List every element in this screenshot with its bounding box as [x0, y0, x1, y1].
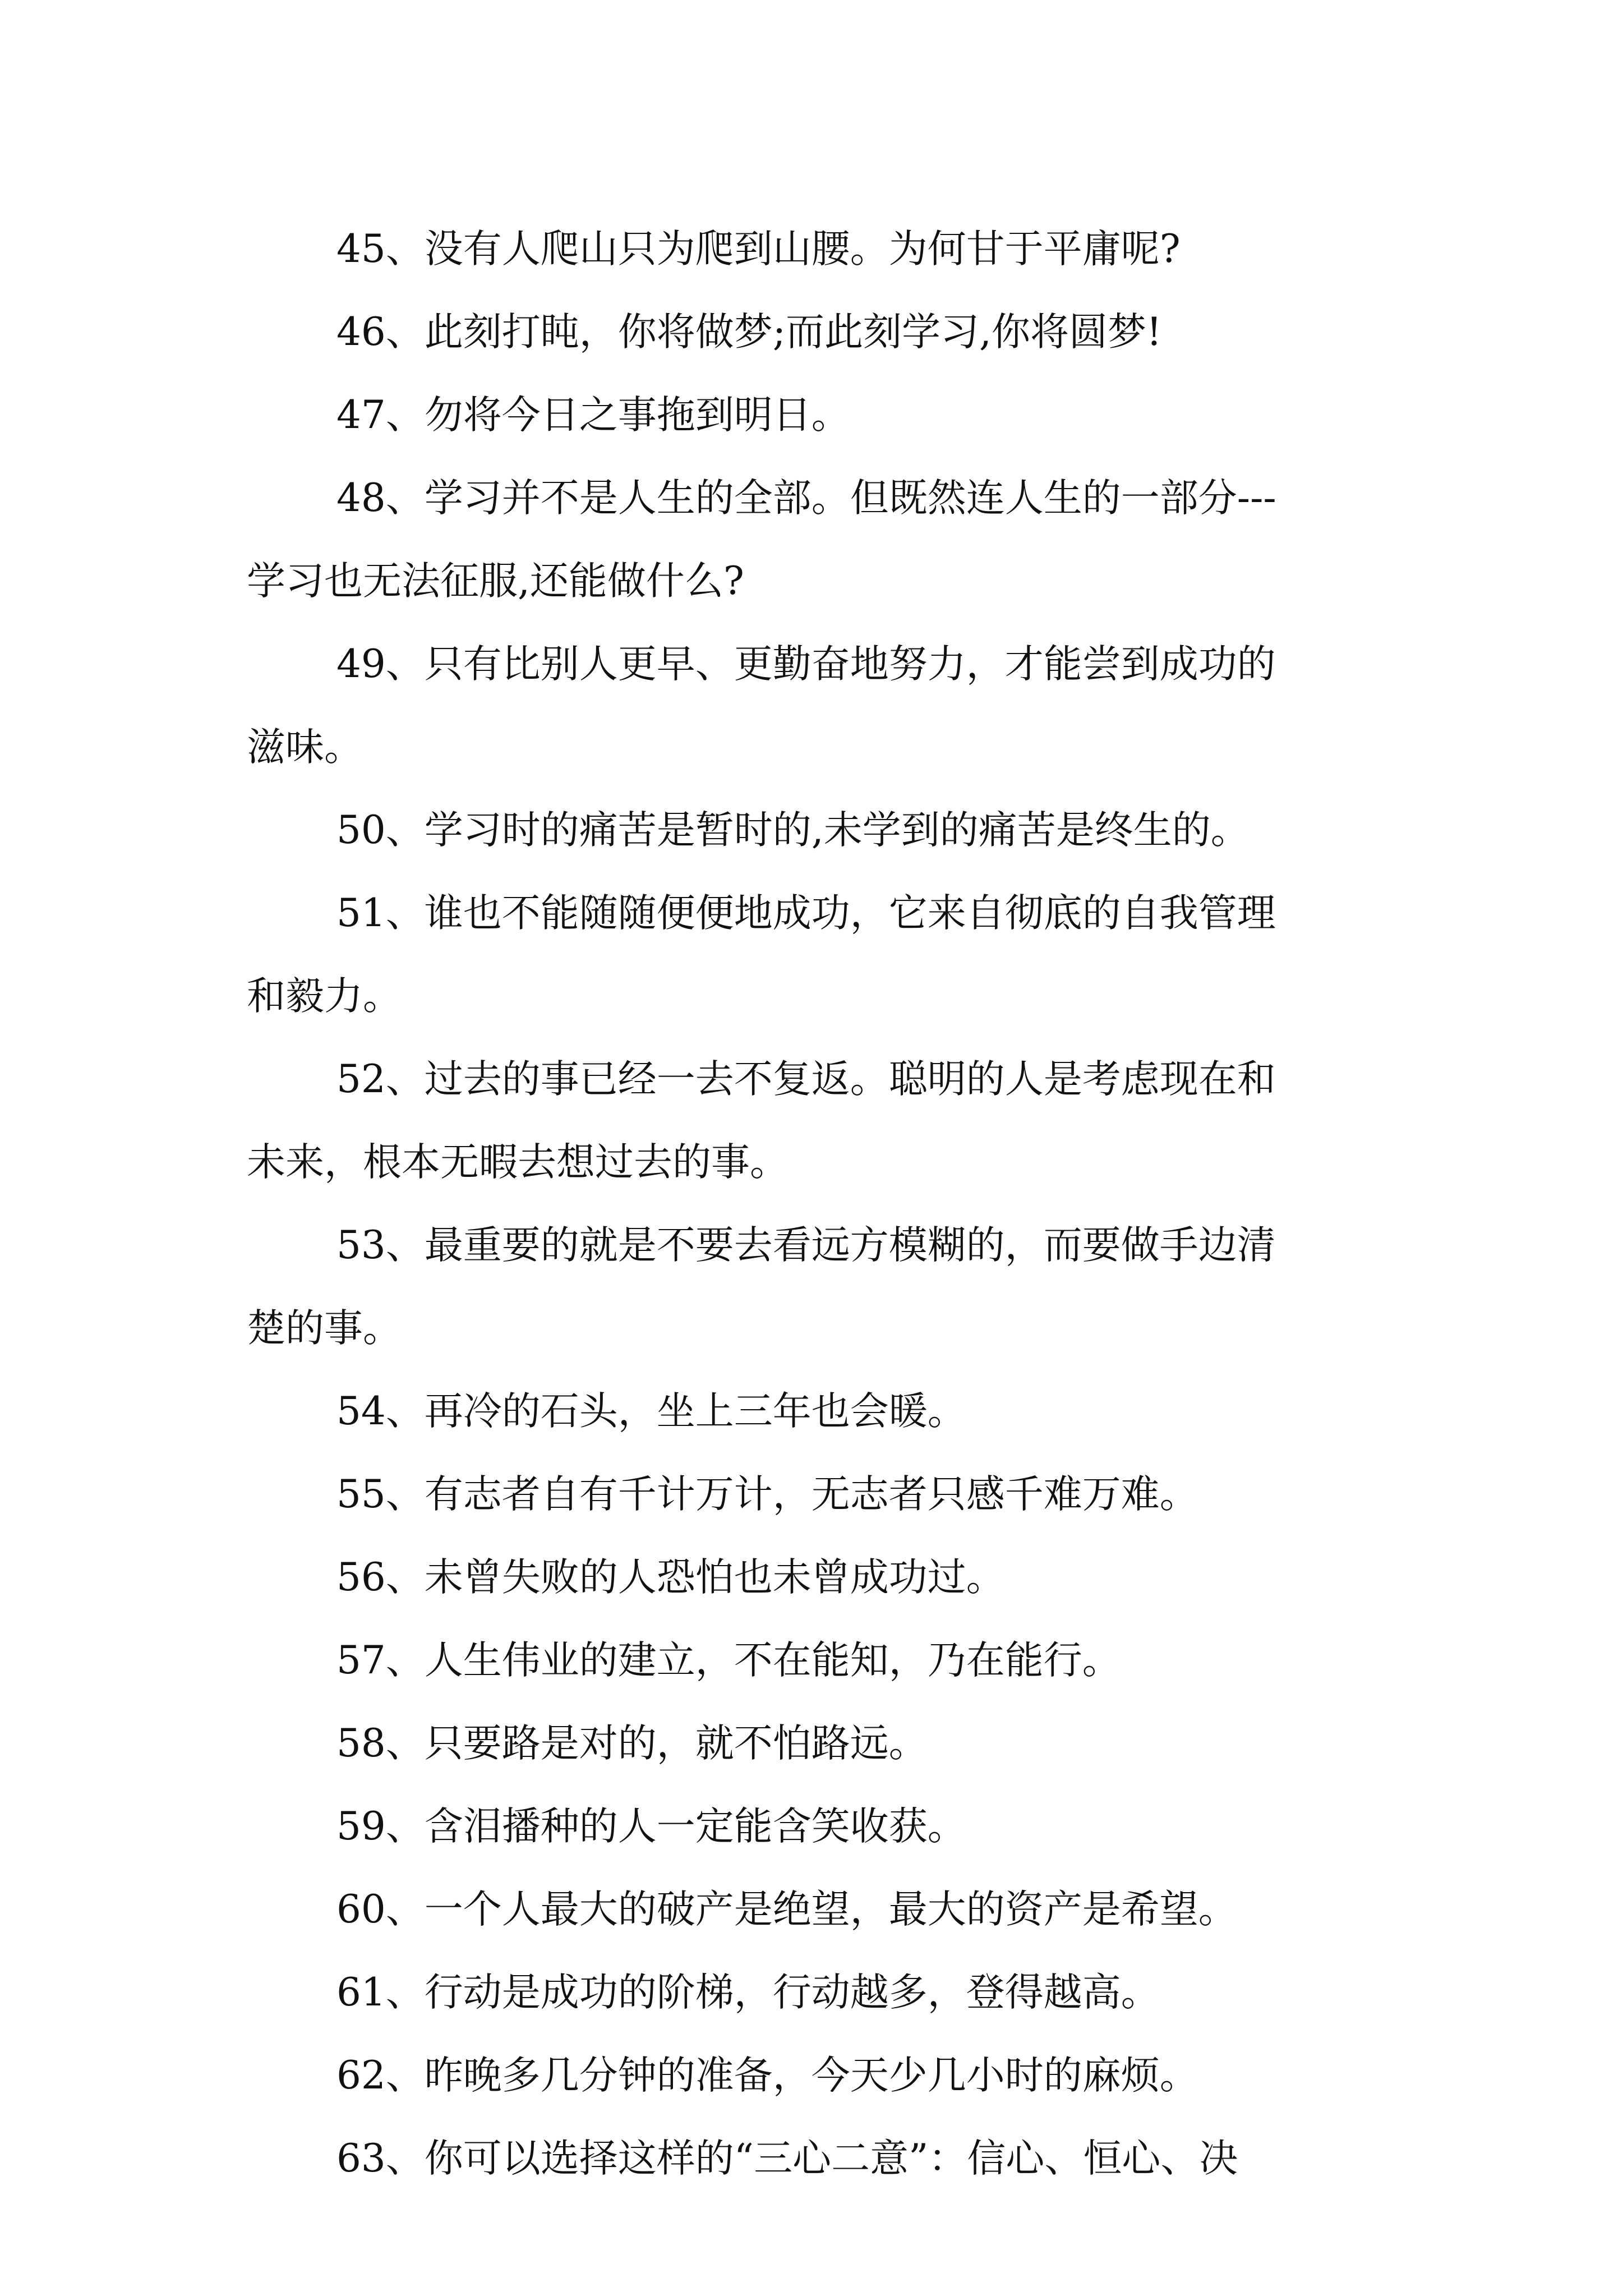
quote-line-first: 53、最重要的就是不要去看远方模糊的，而要做手边清 [336, 1223, 1276, 1268]
quote-paragraph [247, 1370, 1385, 1453]
quote-paragraph [247, 789, 1385, 872]
quote-paragraph [247, 1619, 1385, 1702]
quote-line-first: 55、有志者自有千计万计，无志者只感千难万难。 [336, 1472, 1198, 1517]
quote-paragraph [247, 623, 1385, 789]
quote-line-first: 45、没有人爬山只为爬到山腰。为何甘于平庸呢? [336, 227, 1181, 272]
quote-line-first: 57、人生伟业的建立，不在能知，乃在能行。 [336, 1638, 1121, 1683]
quote-paragraph [247, 1204, 1385, 1370]
quote-paragraph [247, 1702, 1385, 1785]
quote-paragraph [247, 2034, 1385, 2117]
quote-line-first: 60、一个人最大的破产是绝望，最大的资产是希望。 [336, 1887, 1237, 1932]
quote-line-first: 47、勿将今日之事拖到明日。 [336, 393, 850, 438]
quote-line-first: 54、再冷的石头，坐上三年也会暖。 [336, 1389, 966, 1434]
quote-paragraph [247, 1453, 1385, 1536]
quote-line-first: 63、你可以选择这样的“三心二意”：信心、恒心、决 [336, 2136, 1238, 2181]
quote-line-continuation: 楚的事。 [247, 1306, 402, 1351]
quote-paragraph [247, 1038, 1385, 1204]
quote-paragraph [247, 208, 1385, 291]
quote-line-first: 52、过去的事已经一去不复返。聪明的人是考虑现在和 [336, 1057, 1276, 1102]
quote-line-first: 59、含泪播种的人一定能含笑收获。 [336, 1804, 966, 1849]
quote-paragraph [247, 872, 1385, 1038]
quote-paragraph [247, 1951, 1385, 2034]
quote-line-first: 61、行动是成功的阶梯，行动越多，登得越高。 [336, 1970, 1160, 2015]
quote-paragraph [247, 457, 1385, 623]
quote-paragraph [247, 1868, 1385, 1951]
quote-line-first: 62、昨晚多几分钟的准备，今天少几小时的麻烦。 [336, 2053, 1198, 2098]
quote-line-first: 46、此刻打盹，你将做梦;而此刻学习,你将圆梦! [336, 310, 1162, 355]
quote-line-continuation: 未来，根本无暇去想过去的事。 [247, 1140, 789, 1185]
quote-line-first: 51、谁也不能随随便便地成功，它来自彻底的自我管理 [336, 891, 1276, 936]
quote-line-first: 50、学习时的痛苦是暂时的,未学到的痛苦是终生的。 [336, 808, 1249, 853]
quote-paragraph [247, 2117, 1385, 2200]
quote-paragraph [247, 1536, 1385, 1619]
quote-line-continuation: 滋味。 [247, 725, 363, 770]
quote-line-first: 48、学习并不是人生的全部。但既然连人生的一部分--- [336, 476, 1276, 521]
quote-line-first: 49、只有比别人更早、更勤奋地努力，才能尝到成功的 [336, 642, 1276, 687]
quote-line-first: 58、只要路是对的，就不怕路远。 [336, 1721, 928, 1766]
quote-line-continuation: 和毅力。 [247, 974, 402, 1019]
document-body [247, 208, 1385, 2200]
quote-line-first: 56、未曾失败的人恐怕也未曾成功过。 [336, 1555, 1005, 1600]
quote-paragraph [247, 1785, 1385, 1868]
quote-line-continuation: 学习也无法征服,还能做什么? [247, 559, 744, 604]
quote-paragraph [247, 291, 1385, 374]
quote-paragraph [247, 374, 1385, 457]
